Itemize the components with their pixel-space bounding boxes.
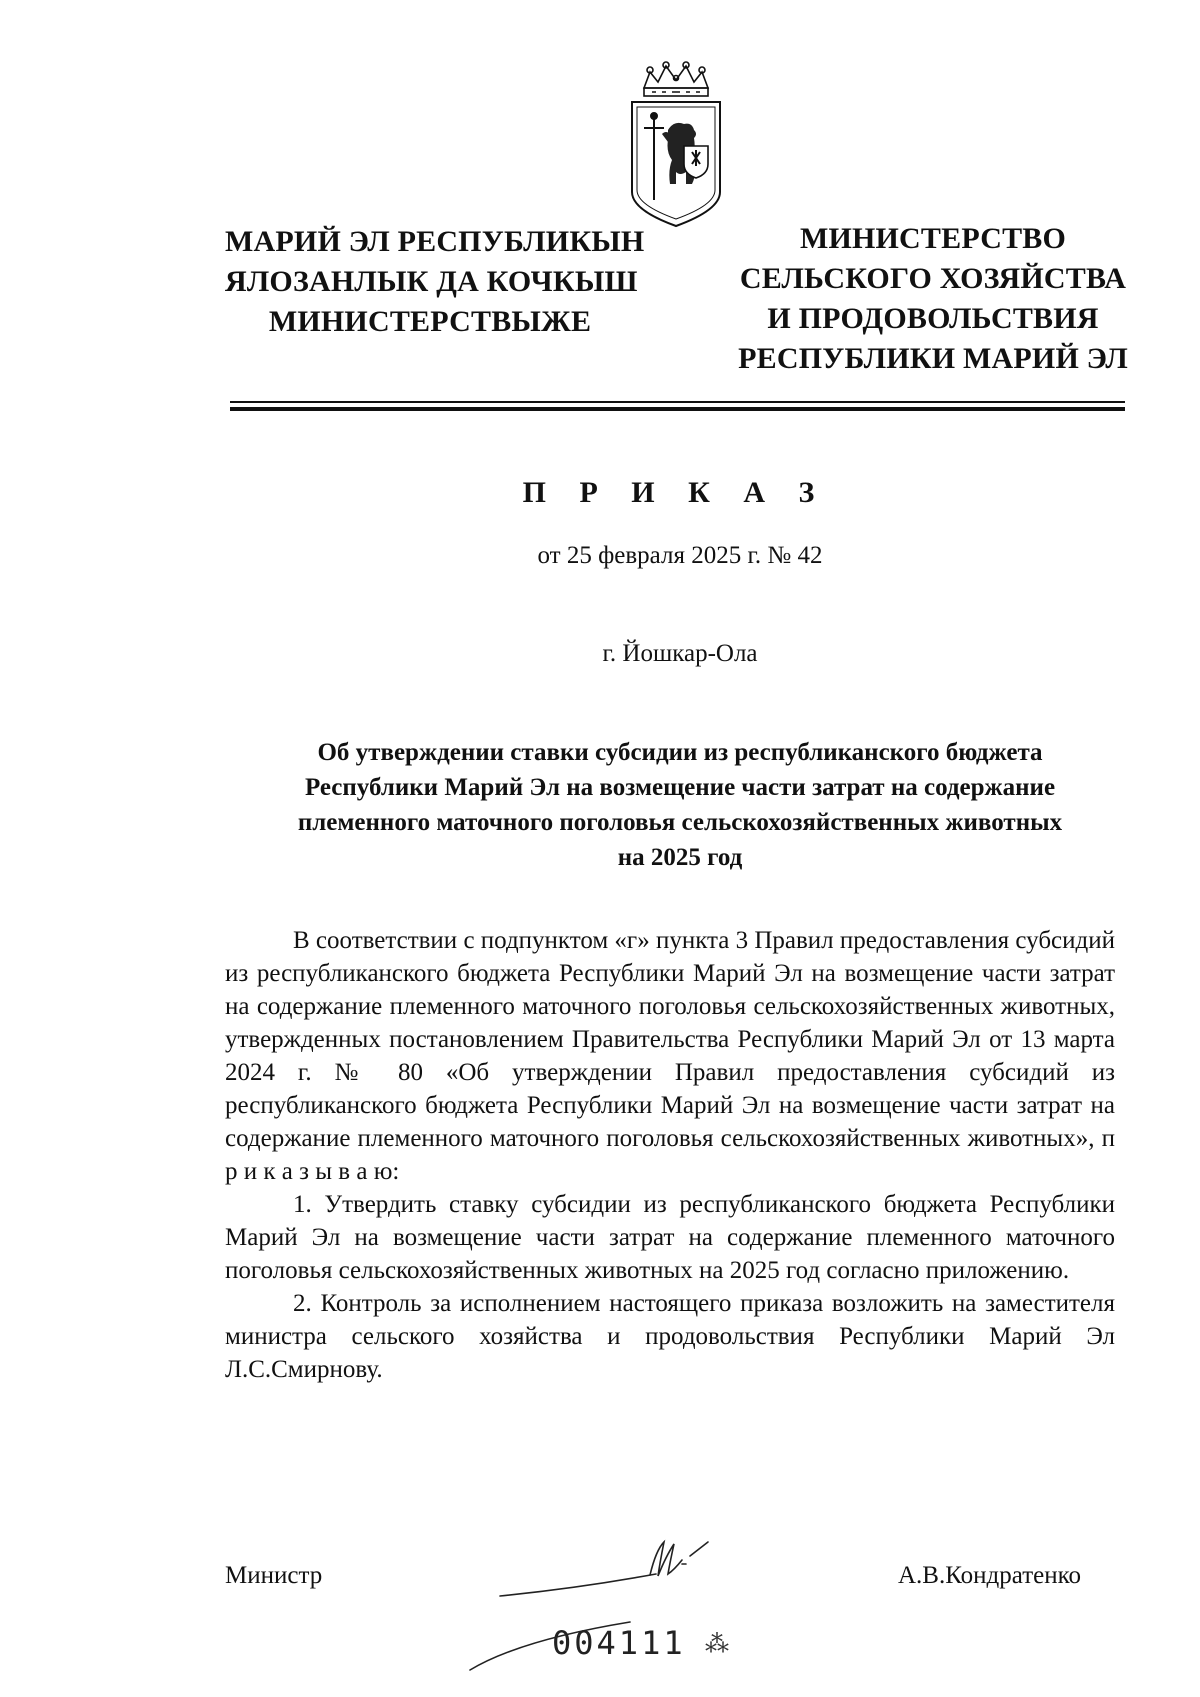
document-title [200,735,1160,875]
signatory-name: А.В.Кондратенко [898,1562,1081,1589]
asterisk-mark-icon: ⁂ [705,1632,729,1658]
registration-number: 004111 [552,1624,686,1662]
document-city: г. Йошкар-Ола [602,640,758,667]
document-type-text: П Р И К А З [522,476,828,509]
coat-of-arms-icon [622,60,730,230]
header-right-line: МИНИСТЕРСТВО [799,222,1067,255]
document-body [225,924,1115,1386]
body-paragraph [225,1287,1115,1386]
document-title-line: племенного маточного поголовья сельскохозяйственных животных [297,809,1063,836]
header-right-line: РЕСПУБЛИКИ МАРИЙ ЭЛ [738,342,1128,375]
header-left-line: ЯЛОЗАНЛЫК ДА КОЧКЫШ [225,265,638,298]
signatory-position: Министр [225,1562,323,1589]
document-type [0,476,1200,510]
body-paragraph-text: 1. Утвердить ставку субсидии из республиканского бюджета Республики Марий Эл на возмещение части затрат на содержание племенного маточного поголовья сельскохозяйственных животных на 2025 год согласно приложению. [225,1191,1115,1284]
header-left-line: МИНИСТЕРСТВЫЖЕ [268,305,592,338]
body-paragraph-text: В соответствии с подпунктом «г» пункта 3 Правил предоставления субсидий из республиканского бюджета Республики Марий Эл на возмещение части затрат на содержание племенного маточного поголовья сельскохозяйственных животных, утвержденных постановлением Правительства Республики Марий Эл от 13 марта 2024 г. № 80 «Об утверждении Правил предоставления субсидий из республиканского бюджета Республики Марий Эл на возмещение части затрат на содержание племенного маточного поголовья сельскохозяйственных животных», п р и к а з ы в а ю: [225,927,1115,1185]
document-date: от 25 февраля 2025 г. № 42 [537,542,823,569]
body-paragraph [225,1188,1115,1287]
header-left-block [225,222,645,342]
body-paragraph [225,924,1115,1188]
header-right-line: СЕЛЬСКОГО ХОЗЯЙСТВА [739,262,1127,295]
document-title-line: Об утверждении ставки субсидии из республиканского бюджета [317,739,1043,766]
header-divider-thick [230,407,1125,411]
header-divider-thin [230,401,1125,403]
header-right-line: И ПРОДОВОЛЬСТВИЯ [767,302,1099,335]
header-left-line: МАРИЙ ЭЛ РЕСПУБЛИКЫН [225,225,645,258]
header-right-block [738,219,1128,379]
document-title-line: на 2025 год [617,844,743,871]
document-title-line: Республики Марий Эл на возмещение части затрат на содержание [304,774,1056,801]
body-paragraph-text: 2. Контроль за исполнением настоящего приказа возложить на заместителя министра сельского хозяйства и продовольствия Республики Марий Эл Л.С.Смирнову. [225,1290,1115,1383]
